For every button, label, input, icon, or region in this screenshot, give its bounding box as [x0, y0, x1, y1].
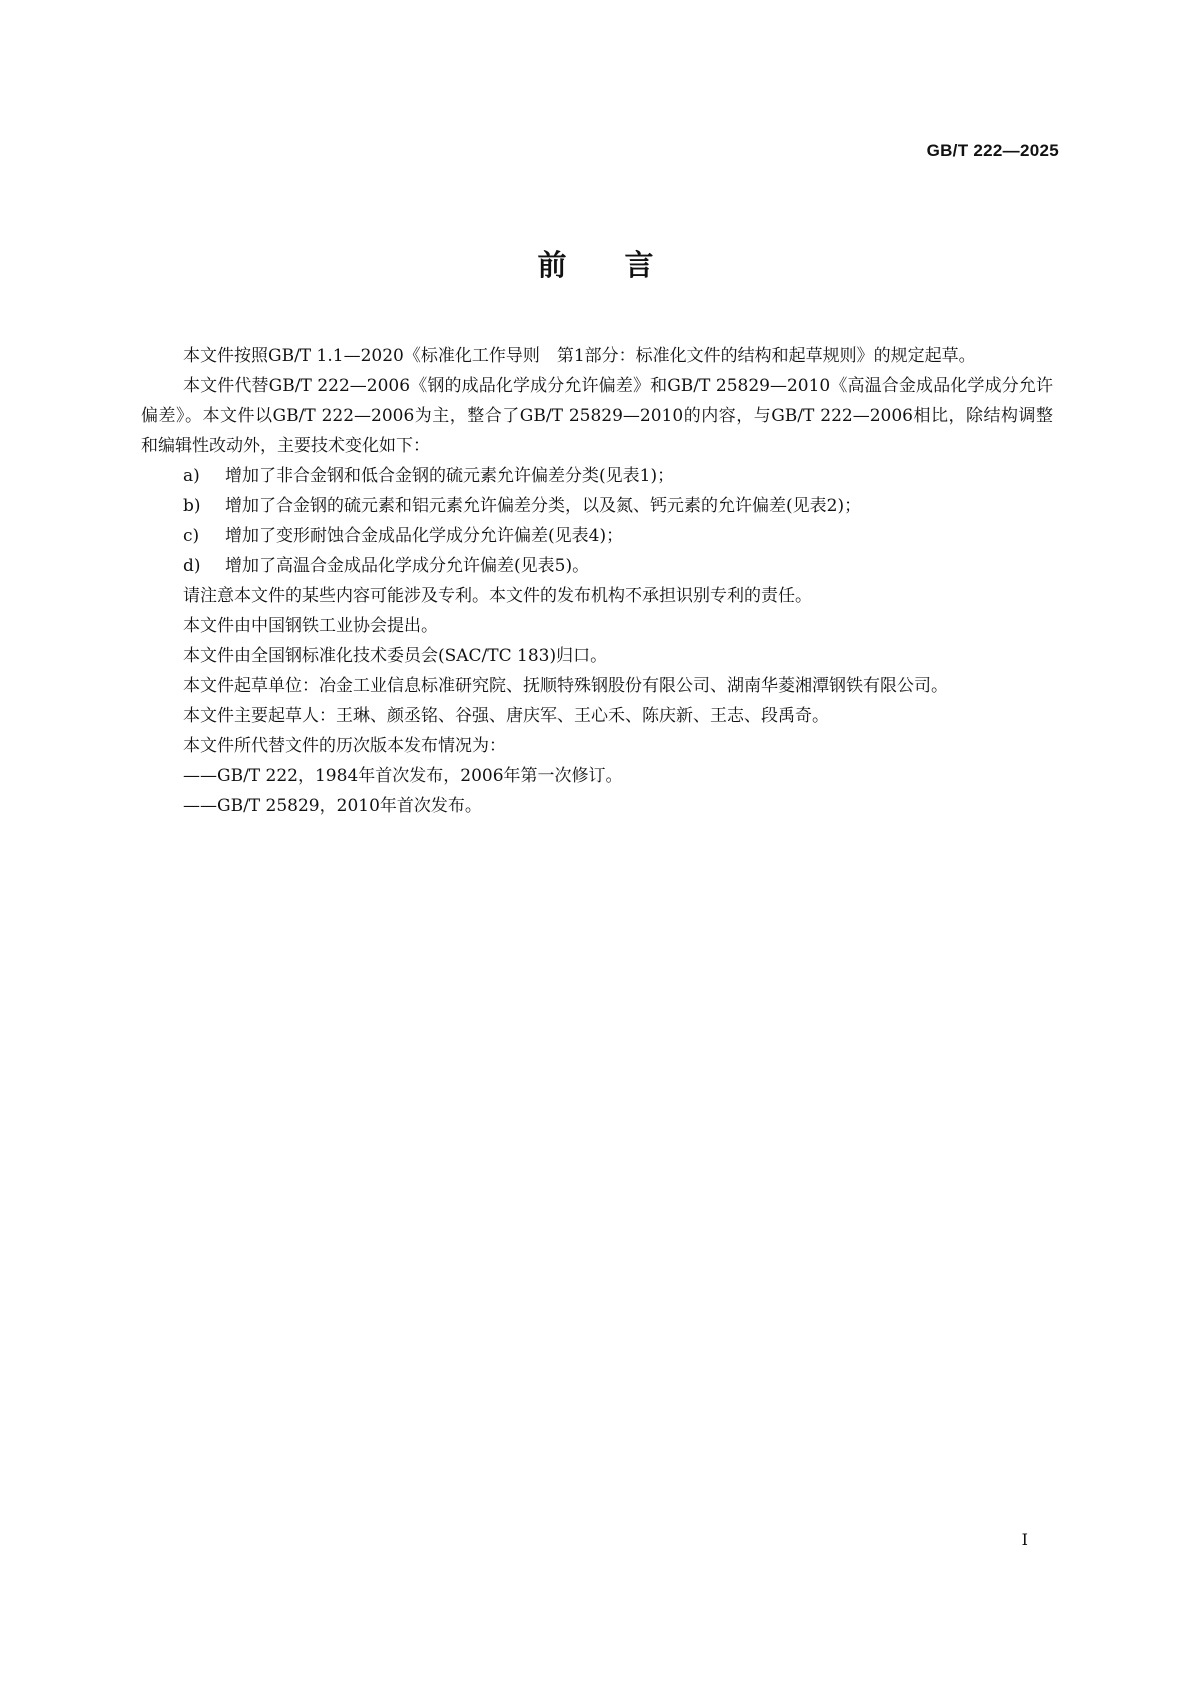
change-item-d [141, 551, 1053, 581]
paragraph-replacement: 本文件代替GB/T 222—2006《钢的成品化学成分允许偏差》和GB/T 25829—2010《高温合金成品化学成分允许偏差》。本文件以GB/T 222—2006为主，整合了GB/T 25829—2010的内容，与GB/T 222—2006相比，除结构调整和编辑性改动外，主要技术变化如下： [141, 376, 1053, 456]
change-item-a [141, 461, 1053, 491]
page-title: 前言 [537, 248, 712, 282]
paragraph-history-intro: 本文件所代替文件的历次版本发布情况为： [183, 736, 506, 756]
history-item: ——GB/T 25829，2010年首次发布。 [183, 796, 482, 816]
paragraph-committee: 本文件由全国钢标准化技术委员会(SAC/TC 183)归口。 [183, 646, 608, 666]
list-marker: d) [183, 556, 201, 576]
standard-code: GB/T 222—2025 [926, 141, 1059, 160]
paragraph-patent-notice: 请注意本文件的某些内容可能涉及专利。本文件的发布机构不承担识别专利的责任。 [183, 586, 812, 606]
paragraph-drafting-units: 本文件起草单位：冶金工业信息标准研究院、抚顺特殊钢股份有限公司、湖南华菱湘潭钢铁有限公司。 [183, 676, 948, 696]
list-marker: c) [183, 526, 200, 546]
list-marker: a) [183, 466, 200, 486]
paragraph-drafters: 本文件主要起草人：王琳、颜丞铭、谷强、唐庆军、王心禾、陈庆新、王志、段禹奇。 [183, 706, 829, 726]
change-text: 增加了高温合金成品化学成分允许偏差(见表5)。 [225, 556, 590, 576]
foreword-body [141, 341, 1053, 821]
page-number: I [1021, 1530, 1028, 1549]
history-item: ——GB/T 222，1984年首次发布，2006年第一次修订。 [183, 766, 623, 786]
list-marker: b) [183, 496, 201, 516]
change-text: 增加了合金钢的硫元素和铝元素允许偏差分类，以及氮、钙元素的允许偏差(见表2)； [225, 496, 862, 516]
paragraph-drafting-rules: 本文件按照GB/T 1.1—2020《标准化工作导则 第1部分：标准化文件的结构和起草规则》的规定起草。 [183, 346, 976, 366]
paragraph-proposer: 本文件由中国钢铁工业协会提出。 [183, 616, 438, 636]
change-item-c [141, 521, 1053, 551]
change-text: 增加了变形耐蚀合金成品化学成分允许偏差(见表4)； [225, 526, 624, 546]
change-text: 增加了非合金钢和低合金钢的硫元素允许偏差分类(见表1)； [225, 466, 675, 486]
change-item-b [141, 491, 1053, 521]
